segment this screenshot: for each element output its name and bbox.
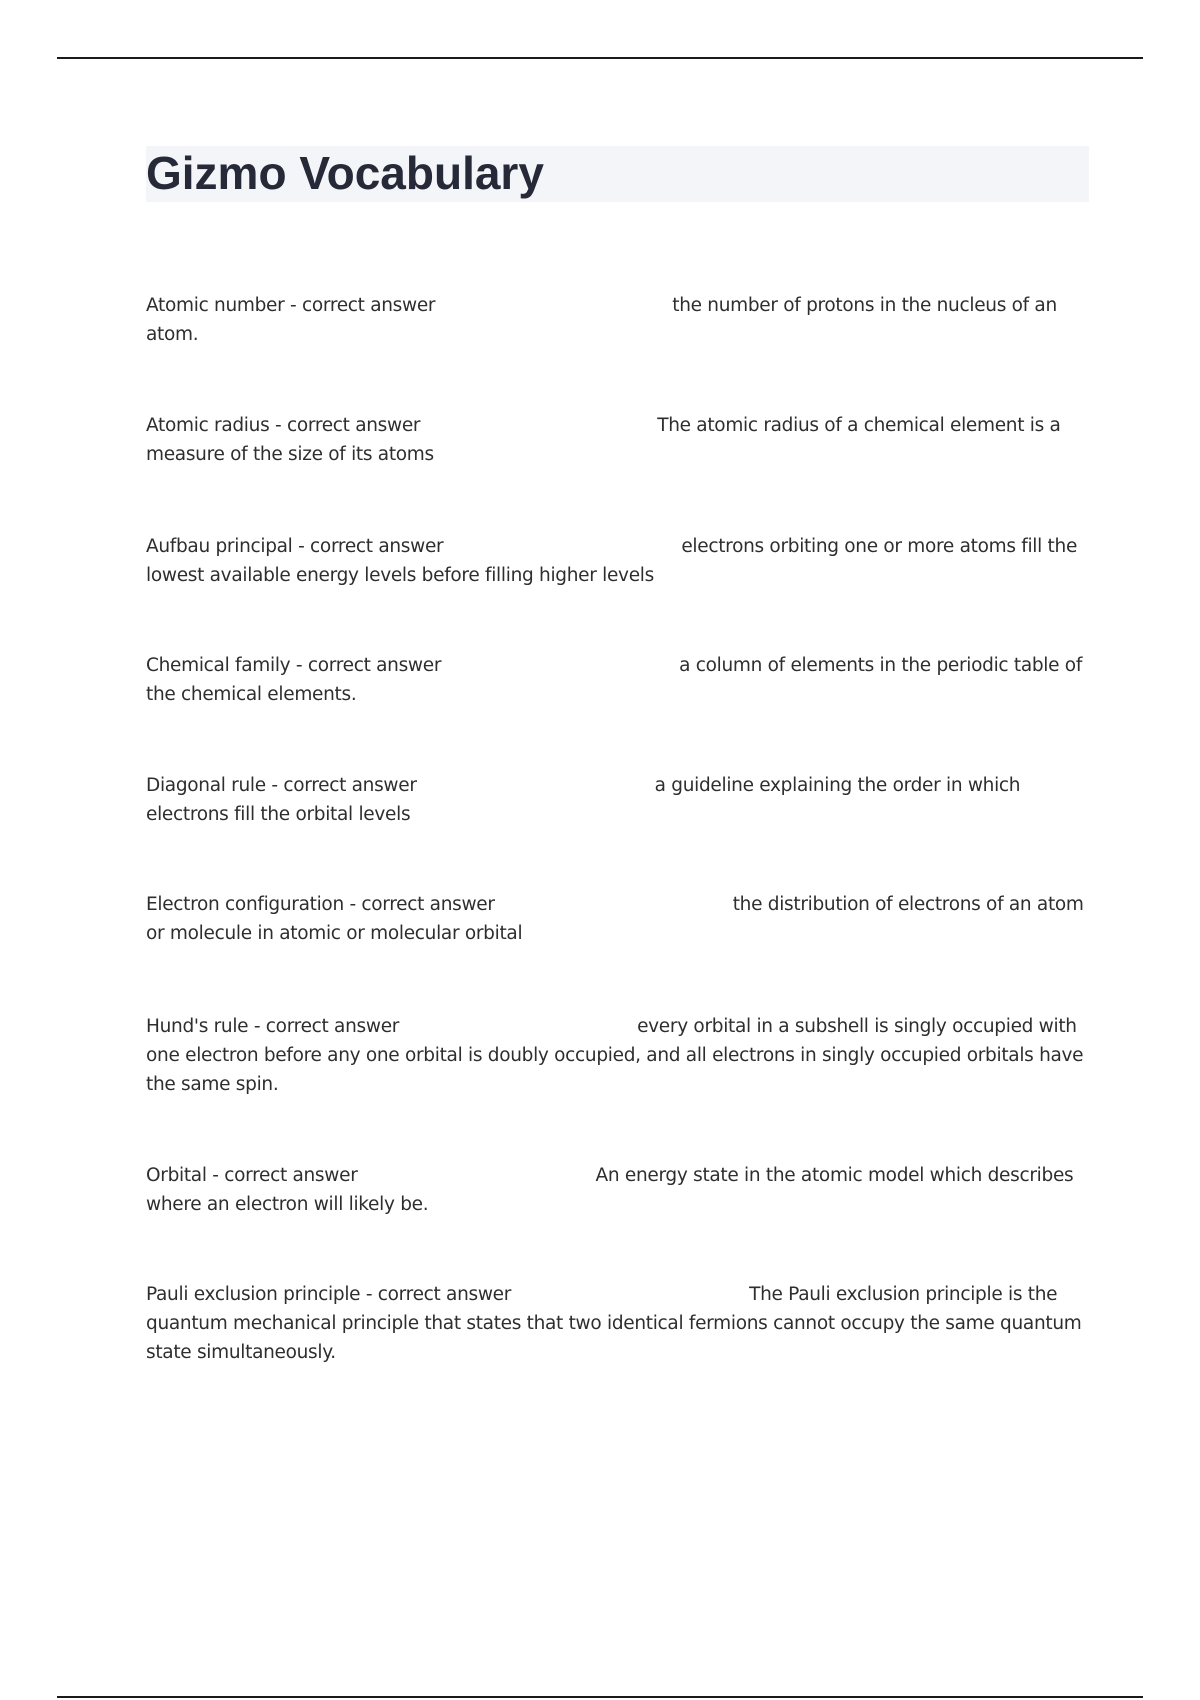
entry-definition: The Pauli exclusion principle is the quantum mechanical principle that states that two identical fermions cannot occupy the same quantum state simultaneously. xyxy=(146,1284,1082,1363)
entry-term: Hund's rule - correct answer xyxy=(146,1016,400,1037)
entry-term: Aufbau principal - correct answer xyxy=(146,536,444,557)
entry-definition: electrons orbiting one or more atoms fill the lowest available energy levels before filling higher levels xyxy=(146,536,1078,586)
entry-term: Chemical family - correct answer xyxy=(146,655,442,676)
entry-definition: the distribution of electrons of an atom or molecule in atomic or molecular orbital xyxy=(146,894,1084,944)
entry-term: Orbital - correct answer xyxy=(146,1165,358,1186)
footer-rule xyxy=(57,1696,1143,1698)
entry-term: Atomic radius - correct answer xyxy=(146,415,421,436)
entry-definition: a guideline explaining the order in which electrons fill the orbital levels xyxy=(146,775,1021,825)
vocabulary-entry xyxy=(146,771,1086,829)
entry-definition: An energy state in the atomic model which describes where an electron will likely be. xyxy=(146,1165,1074,1215)
header-rule xyxy=(57,57,1143,59)
vocabulary-entry xyxy=(146,1280,1086,1367)
entry-term: Electron configuration - correct answer xyxy=(146,894,495,915)
page-title: Gizmo Vocabulary xyxy=(146,147,544,199)
entry-definition: a column of elements in the periodic table of the chemical elements. xyxy=(146,655,1083,705)
entry-term: Atomic number - correct answer xyxy=(146,295,436,316)
entry-term: Pauli exclusion principle - correct answer xyxy=(146,1284,512,1305)
vocabulary-entry xyxy=(146,651,1086,709)
vocabulary-entry xyxy=(146,411,1086,469)
vocabulary-entry xyxy=(146,1161,1086,1219)
vocabulary-entry xyxy=(146,890,1086,948)
entry-definition: The atomic radius of a chemical element is a measure of the size of its atoms xyxy=(146,415,1061,465)
vocabulary-entry xyxy=(146,1012,1086,1099)
vocabulary-entry xyxy=(146,291,1086,349)
entry-definition: every orbital in a subshell is singly occupied with one electron before any one orbital is doubly occupied, and all electrons in singly occupied orbitals have the same spin. xyxy=(146,1016,1084,1095)
vocabulary-entry xyxy=(146,532,1086,590)
entry-term: Diagonal rule - correct answer xyxy=(146,775,417,796)
entry-definition: the number of protons in the nucleus of an atom. xyxy=(146,295,1057,345)
